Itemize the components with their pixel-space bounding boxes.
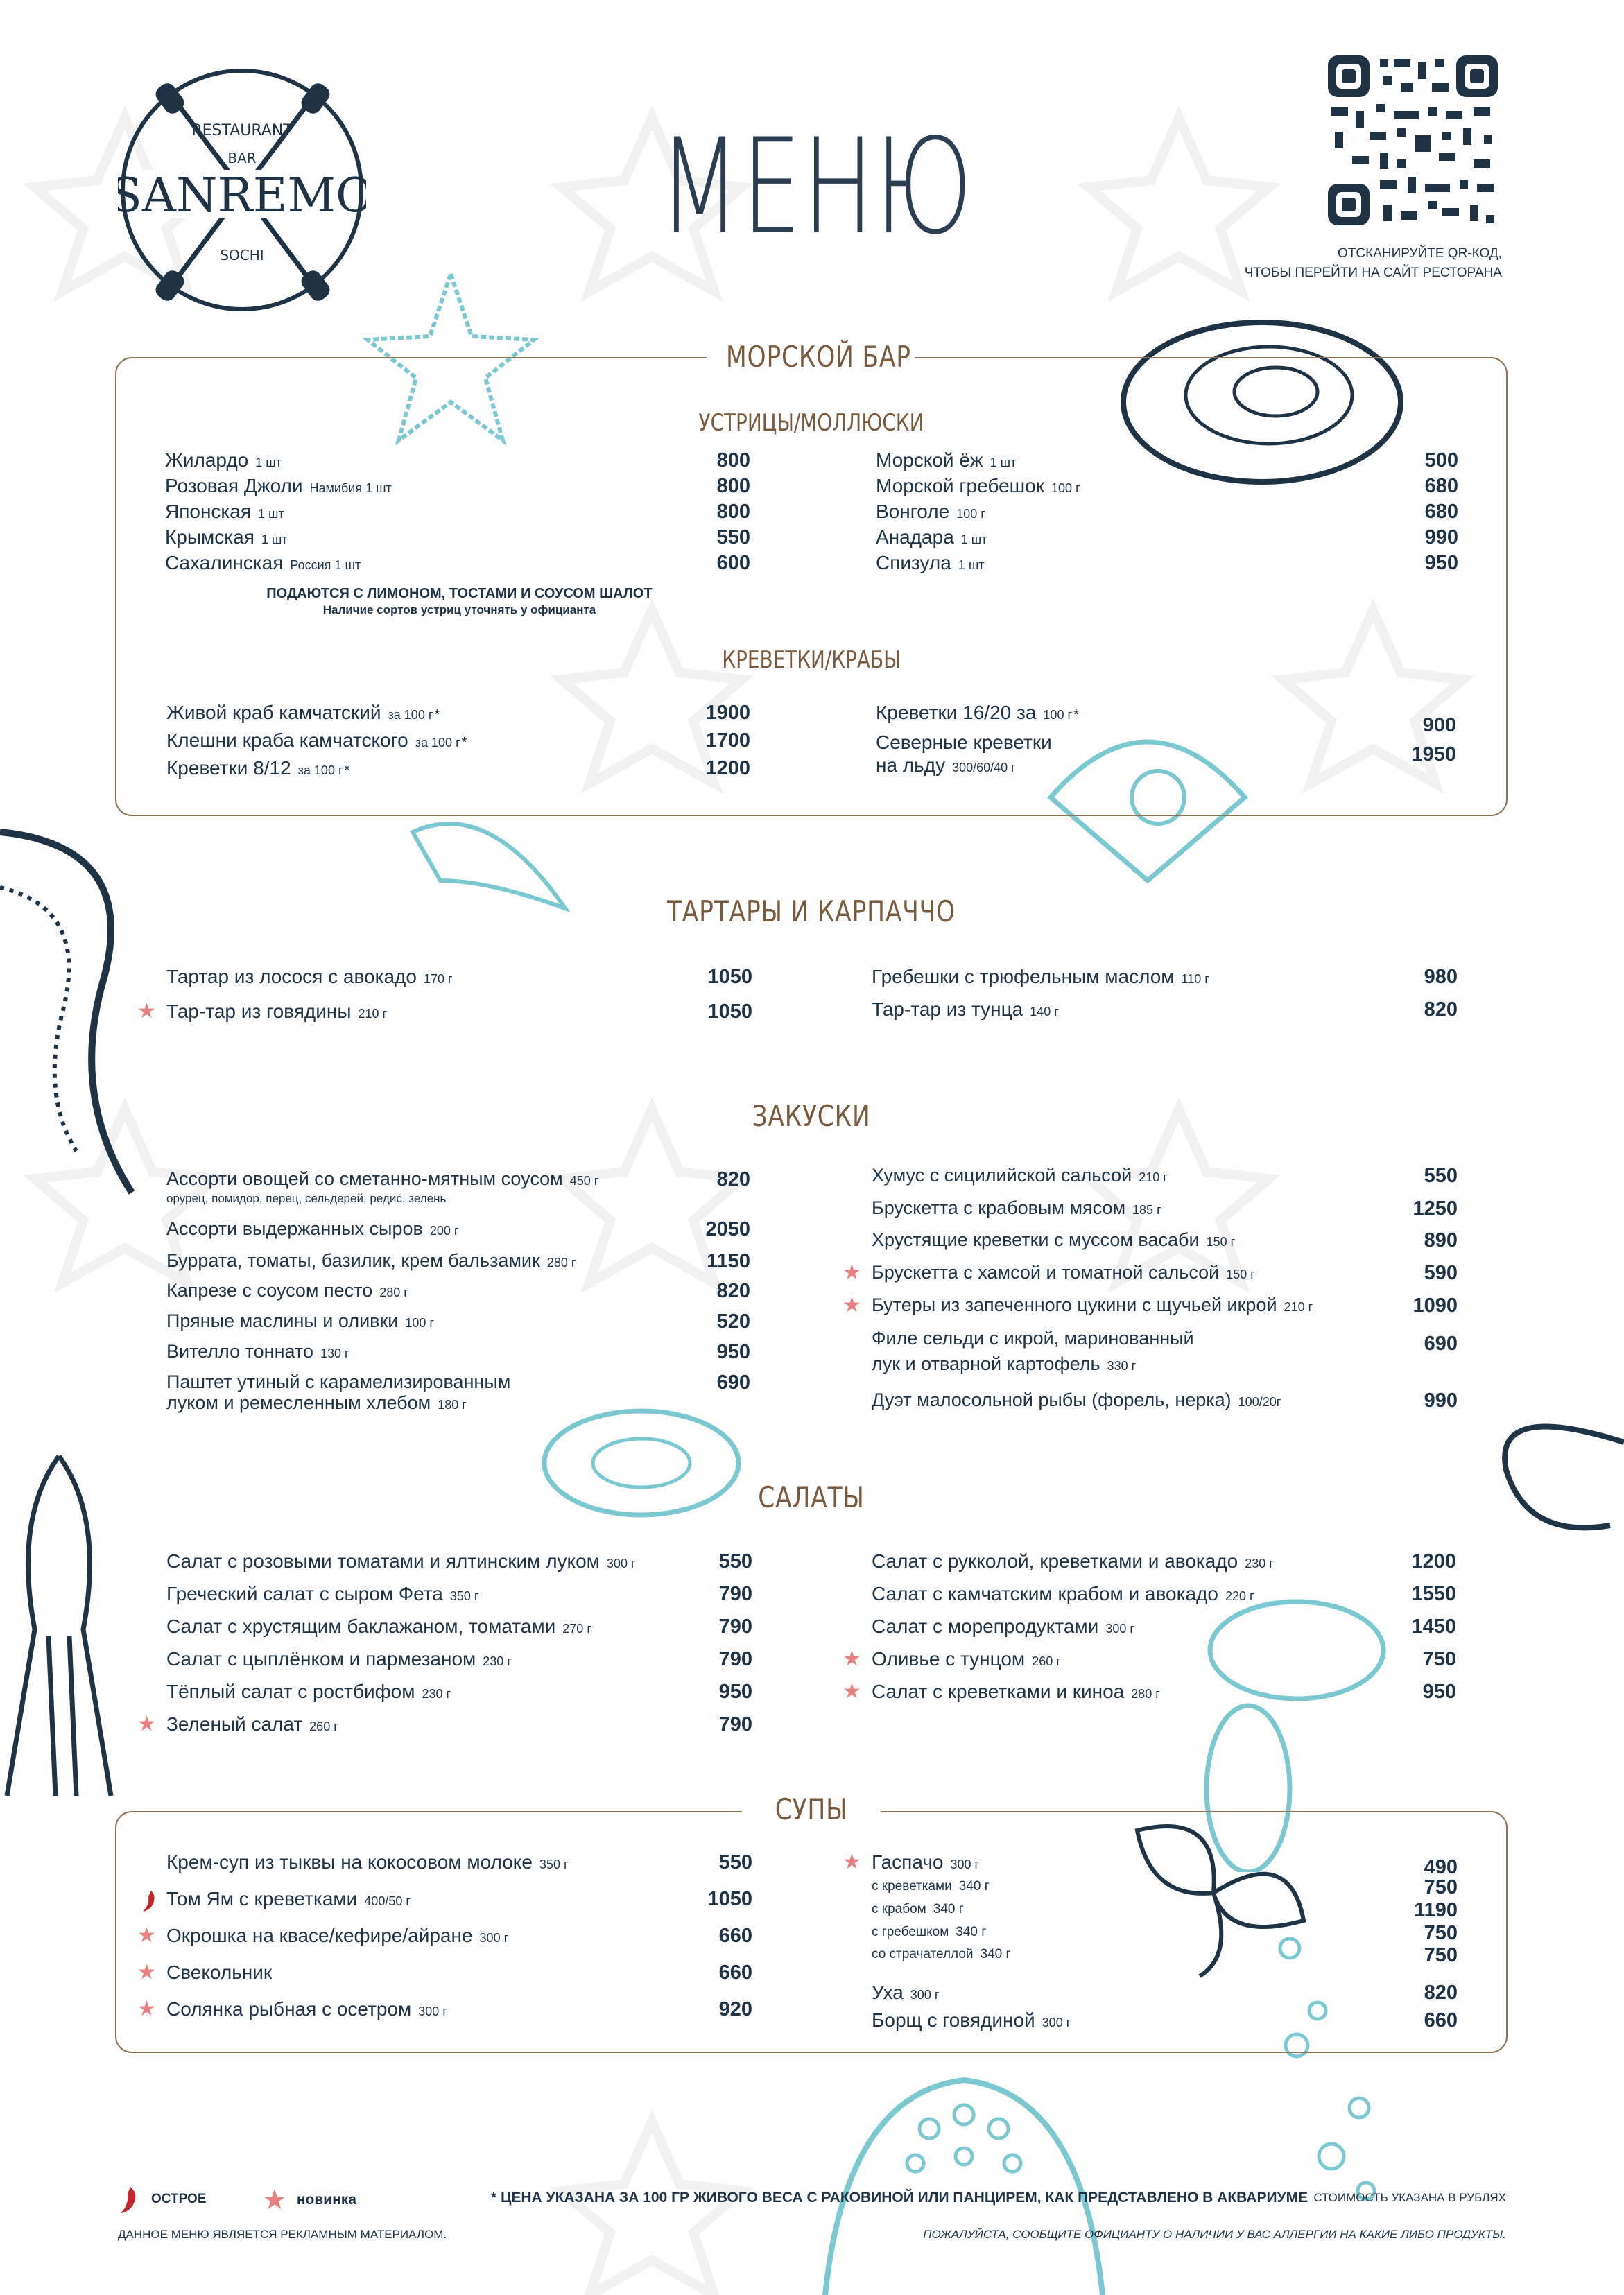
menu-item-name: Салат с креветками и киноа [872, 1681, 1125, 1702]
menu-item-name: Сахалинская [165, 552, 284, 573]
menu-item-weight: 110 г [1181, 972, 1209, 986]
menu-item-name-line-2 [876, 754, 1016, 777]
menu-item-weight: 210 г [1284, 1300, 1313, 1314]
menu-item-price: 890 [1424, 1229, 1458, 1252]
svg-text:RESTAURANT: RESTAURANT [191, 122, 293, 139]
menu-item-weight: 350 г [449, 1589, 479, 1603]
section-title-tartare: ТАРТАРЫ И КАРПАЧЧО [666, 894, 956, 928]
menu-item-name: Вонголе [876, 501, 950, 522]
qr-caption [1245, 244, 1502, 283]
menu-item-name: Борщ с говядиной [872, 2009, 1035, 2031]
menu-item [876, 526, 987, 548]
menu-item-weight: 100 г [956, 507, 985, 521]
menu-item-name: Брускетта с хамсой и томатной сальсой [872, 1262, 1220, 1283]
legend-new [262, 2184, 356, 2216]
menu-item [872, 1902, 964, 1917]
section-title-snacks: ЗАКУСКИ [752, 1099, 871, 1133]
menu-item [872, 1328, 1194, 1349]
menu-item [876, 501, 985, 523]
menu-item-weight: 340 г [958, 1879, 990, 1894]
menu-item-name: Солянка рыбная с осетром [166, 1998, 412, 2020]
menu-item [876, 702, 1079, 724]
menu-item-weight: 300 г [418, 2004, 447, 2018]
menu-item-price: 1450 [1411, 1616, 1456, 1638]
menu-item-name: Филе сельди с икрой, маринованный [872, 1328, 1194, 1349]
menu-item-name: Хумус с сицилийской сальсой [872, 1165, 1132, 1186]
menu-item-weight: Россия 1 шт [290, 558, 361, 572]
menu-item-price: 2050 [705, 1218, 750, 1240]
vegetables-note: орурец, помидор, перец, сельдерей, редис, зелень [166, 1192, 447, 1205]
menu-item [872, 1389, 1281, 1411]
new-star-icon: ★ [137, 1924, 156, 1947]
octopus-bottom-illustration-icon [791, 2066, 1137, 2295]
menu-item-price: 550 [716, 526, 750, 548]
menu-item-name: Салат с розовыми томатами и ялтинским луком [166, 1550, 600, 1572]
menu-item-name: Салат с морепродуктами [872, 1616, 1099, 1637]
menu-item-weight: 180 г [438, 1398, 467, 1412]
menu-item [872, 1982, 939, 2004]
menu-item [876, 552, 985, 574]
menu-item-price: 1200 [705, 757, 750, 779]
menu-item [876, 449, 1016, 471]
pate-line-2 [166, 1392, 467, 1414]
menu-item [872, 1851, 979, 1873]
chili-pepper-icon [141, 1889, 158, 1913]
menu-item-name: со страчателлой [872, 1947, 974, 1961]
menu-item-name: Хрустящие креветки с муссом васаби [872, 1229, 1200, 1250]
menu-item-price: 550 [1424, 1165, 1458, 1187]
menu-item-weight: 210 г [358, 1007, 388, 1021]
oysters-availability-note: Наличие сортов устриц уточнять у официанта [322, 603, 596, 616]
menu-item-price: 790 [718, 1616, 752, 1638]
menu-item-name: Оливье с тунцом [872, 1648, 1026, 1670]
menu-item [166, 757, 349, 779]
legend-new-label: новинка [296, 2192, 357, 2208]
legend-spicy-label: ОСТРОЕ [151, 2192, 207, 2206]
menu-item-name: Анадара [876, 526, 954, 548]
menu-item [872, 966, 1209, 988]
new-star-icon: ★ [137, 1998, 156, 2020]
new-star-icon: ★ [843, 1294, 861, 1317]
menu-item-price: 1050 [707, 1888, 752, 1910]
menu-item-weight: 400/50 г [364, 1894, 411, 1908]
menu-item-price: 690 [716, 1371, 750, 1394]
menu-item-weight: 300 г [606, 1557, 636, 1570]
subsection-title-oysters: УСТРИЦЫ/МОЛЛЮСКИ [698, 409, 924, 437]
menu-item-price: 950 [716, 1341, 750, 1363]
menu-item-weight: 100/20г [1238, 1395, 1281, 1409]
qr-code[interactable] [1328, 55, 1498, 225]
menu-item-name: Паштет утиный с карамелизированным [166, 1371, 511, 1392]
menu-item-weight: 1 шт [261, 532, 288, 546]
menu-item-name: Вителло тоннато [166, 1341, 314, 1362]
menu-item [166, 1925, 508, 1947]
menu-item-name: Жилардо [165, 449, 249, 471]
menu-item-price: 800 [716, 475, 750, 497]
qr-code-icon [1328, 55, 1498, 225]
menu-item-price: 990 [1424, 526, 1458, 548]
menu-item [165, 475, 392, 497]
menu-item-name: Креветки 8/12 [166, 757, 291, 779]
menu-item [166, 1713, 338, 1735]
restaurant-logo [118, 66, 366, 314]
menu-item-weight: 1 шт [958, 558, 985, 572]
new-star-icon: ★ [843, 1851, 861, 1873]
menu-item-name: Японская [165, 501, 252, 522]
menu-item-weight: 340 г [980, 1947, 1011, 1961]
menu-item-name: Салат с цыплёнком и пармезаном [166, 1648, 476, 1670]
menu-item [166, 966, 453, 988]
allergy-note: ПОЖАЛУЙСТА, СООБЩИТЕ ОФИЦИАНТУ О НАЛИЧИИ У ВАС АЛЛЕРГИИ НА КАКИЕ ЛИБО ПРОДУКТЫ. [923, 2228, 1506, 2241]
menu-item-weight: 300 г [1105, 1622, 1134, 1636]
menu-item [872, 1947, 1010, 1962]
menu-item [872, 1165, 1168, 1186]
menu-item-weight: 100 г [1043, 708, 1073, 722]
herring-line-2 [872, 1353, 1136, 1375]
menu-item-weight: 185 г [1132, 1203, 1161, 1217]
qr-caption-line-1: ОТСКАНИРУЙТЕ QR-КОД, [1338, 246, 1502, 261]
menu-item-name: Уха [872, 1982, 904, 2003]
menu-item-weight: за 100 г [388, 708, 433, 722]
menu-item [165, 501, 284, 523]
menu-item [165, 526, 288, 548]
menu-item-weight: 200 г [429, 1224, 459, 1238]
menu-item [166, 1616, 591, 1638]
menu-item [166, 1371, 510, 1393]
menu-item-name: Северные креветки [876, 731, 1052, 753]
qr-caption-line-2: ЧТОБЫ ПЕРЕЙТИ НА САЙТ РЕСТОРАНА [1244, 266, 1502, 280]
menu-item-asterisk: * [461, 735, 467, 750]
menu-item-price: 1900 [705, 702, 750, 724]
squid-illustration-icon [0, 1449, 118, 1810]
menu-item [166, 1998, 447, 2020]
menu-item-weight: 340 г [956, 1925, 987, 1939]
menu-item [872, 2009, 1071, 2032]
logo-emblem-icon [118, 66, 366, 314]
menu-item-name: Морской ёж [876, 449, 983, 471]
menu-item-name: Свекольник [166, 1961, 273, 1983]
menu-item-weight: 210 г [1139, 1170, 1168, 1184]
subsection-title-crabs: КРЕВЕТКИ/КРАБЫ [722, 646, 901, 674]
octopus-right-illustration-icon [1465, 1387, 1624, 1567]
new-star-icon: ★ [137, 1713, 156, 1735]
menu-item-price: 1550 [1411, 1583, 1456, 1605]
menu-item-name: Брускетта с крабовым мясом [872, 1197, 1126, 1218]
menu-item-price: 1050 [707, 1001, 752, 1023]
menu-item-price: 900 [1422, 714, 1456, 736]
menu-item-name: Том Ям с креветками [166, 1888, 358, 1909]
menu-item-weight: 300 г [1042, 2016, 1071, 2029]
menu-item-price: 1200 [1411, 1550, 1456, 1573]
menu-item-name: Живой краб камчатский [166, 702, 381, 723]
menu-item [872, 1262, 1255, 1283]
section-title-seabar: МОРСКОЙ БАР [726, 340, 911, 374]
svg-text:SOCHI: SOCHI [220, 247, 264, 263]
menu-item [166, 1341, 349, 1362]
menu-item-weight: за 100 г [297, 763, 343, 777]
legend-spicy [118, 2184, 207, 2215]
menu-item-price: 750 [1424, 1922, 1458, 1944]
menu-item-price: 790 [718, 1583, 752, 1605]
menu-item [872, 1294, 1313, 1316]
menu-item-weight: 300 г [479, 1931, 509, 1945]
menu-item-price: 950 [1422, 1681, 1456, 1703]
menu-item [872, 1229, 1235, 1251]
menu-item-name: Пряные маслины и оливки [166, 1310, 399, 1331]
menu-item-price: 500 [1424, 449, 1458, 471]
octopus-tentacle-illustration-icon [0, 804, 159, 1220]
menu-item [872, 1550, 1274, 1573]
menu-item-price: 600 [716, 552, 750, 574]
menu-item [872, 1879, 990, 1894]
menu-item-weight: 170 г [423, 972, 453, 986]
new-star-icon: ★ [843, 1261, 861, 1284]
menu-item-name: Тёплый салат с ростбифом [166, 1681, 415, 1702]
menu-item-name: лук и отварной картофель [872, 1353, 1100, 1374]
menu-item-name: Салат с камчатским крабом и авокадо [872, 1583, 1218, 1604]
menu-item-name: Клешни краба камчатского [166, 729, 408, 751]
menu-item-price: 1700 [705, 729, 750, 752]
menu-item [166, 1681, 451, 1703]
menu-item-price: 1050 [707, 966, 752, 988]
menu-item [872, 1681, 1160, 1703]
menu-item [166, 1851, 569, 1873]
section-title-soups: СУПЫ [775, 1792, 848, 1826]
menu-item-price: 990 [1424, 1389, 1458, 1412]
menu-item-weight: 150 г [1206, 1235, 1236, 1249]
menu-item-name: Ассорти выдержанных сыров [166, 1218, 423, 1239]
oysters-served-note: ПОДАЮТСЯ С ЛИМОНОМ, ТОСТАМИ И СОУСОМ ШАЛОТ [266, 586, 653, 601]
menu-item-weight: 350 г [539, 1857, 569, 1871]
menu-item-weight: 150 г [1226, 1267, 1255, 1281]
menu-item [166, 1583, 478, 1605]
menu-item [165, 449, 282, 471]
menu-item [166, 1961, 272, 1984]
menu-item [876, 475, 1080, 497]
menu-item-name: Морской гребешок [876, 475, 1044, 496]
menu-item-asterisk: * [1073, 707, 1079, 722]
menu-item-price: 750 [1424, 1876, 1458, 1898]
menu-item-weight: 300 г [910, 1988, 940, 2002]
menu-item-price: 800 [716, 449, 750, 471]
menu-item-weight: 280 г [1131, 1687, 1160, 1701]
menu-item-price: 490 [1424, 1856, 1458, 1878]
menu-item-name: Крем-суп из тыквы на кокосовом молоке [166, 1851, 533, 1873]
menu-item-name: с креветками [872, 1879, 952, 1894]
menu-item-price: 950 [1424, 552, 1458, 574]
menu-item [872, 1583, 1254, 1605]
menu-item-name: Креветки 16/20 за [876, 702, 1037, 723]
menu-item-price: 590 [1424, 1262, 1458, 1284]
menu-item-name: Розовая Джоли [165, 475, 303, 496]
menu-item [872, 1616, 1134, 1638]
menu-item-weight: 140 г [1030, 1005, 1059, 1019]
menu-item [876, 731, 1052, 754]
menu-item [872, 1197, 1161, 1219]
menu-item-price: 820 [716, 1280, 750, 1302]
menu-item-price: 980 [1424, 966, 1458, 988]
menu-item-price: 1950 [1411, 743, 1456, 765]
menu-item-weight: 1 шт [990, 456, 1017, 469]
menu-item-name: Греческий салат с сыром Фета [166, 1583, 443, 1604]
menu-item [872, 998, 1059, 1021]
menu-item-name: Гребешки с трюфельным маслом [872, 966, 1175, 987]
section-title-salads: САЛАТЫ [758, 1480, 865, 1514]
menu-item-weight: 450 г [569, 1174, 599, 1188]
menu-item-weight: 340 г [933, 1902, 964, 1916]
menu-item-price: 750 [1424, 1944, 1458, 1966]
menu-item-price: 820 [1424, 998, 1458, 1021]
menu-item-name: Дуэт малосольной рыбы (форель, нерка) [872, 1389, 1232, 1410]
menu-item-price: 550 [718, 1851, 752, 1873]
menu-item-name: Капрезе с соусом песто [166, 1280, 373, 1301]
chili-pepper-icon [118, 2184, 141, 2215]
menu-item [166, 1280, 408, 1301]
menu-item-weight: 100 г [405, 1316, 434, 1330]
menu-item-weight: 230 г [422, 1687, 451, 1701]
menu-item-weight: 230 г [1245, 1557, 1274, 1570]
menu-item-price: 790 [718, 1648, 752, 1670]
menu-item-name: Крымская [165, 526, 254, 548]
menu-item-name: Бутеры из запеченного цукини с щучьей икрой [872, 1294, 1277, 1315]
menu-item-price: 520 [716, 1310, 750, 1333]
menu-item-price: 550 [718, 1550, 752, 1573]
menu-item-weight: Намибия 1 шт [309, 481, 392, 495]
menu-item [166, 1648, 512, 1670]
menu-item [166, 1168, 598, 1190]
menu-item-name: Зеленый салат [166, 1713, 303, 1735]
menu-item [872, 1648, 1061, 1670]
menu-item [166, 1001, 387, 1023]
menu-item-weight: 1 шт [255, 456, 282, 469]
menu-item-price: 950 [718, 1681, 752, 1703]
menu-item-price: 660 [1424, 2009, 1458, 2032]
menu-item-weight: 260 г [309, 1720, 338, 1733]
menu-item-name: луком и ремесленным хлебом [166, 1392, 431, 1413]
menu-item-asterisk: * [344, 763, 350, 778]
menu-item-weight: 280 г [546, 1256, 576, 1270]
menu-item-weight: 300 г [950, 1857, 980, 1871]
menu-item [166, 1888, 411, 1910]
menu-item-price: 1150 [707, 1250, 750, 1272]
menu-item-price: 690 [1424, 1333, 1458, 1355]
menu-item-name: Тартар из лосося с авокадо [166, 966, 417, 987]
menu-item-weight: 230 г [483, 1654, 512, 1668]
star-icon: ★ [262, 2185, 287, 2215]
menu-item-name: Салат с рукколой, креветками и авокадо [872, 1550, 1238, 1572]
menu-item-price: 920 [718, 1998, 752, 2020]
menu-item-weight: 270 г [562, 1622, 591, 1636]
menu-item-price: 660 [718, 1925, 752, 1947]
menu-item-price: 660 [718, 1961, 752, 1984]
currency-note: СТОИМОСТЬ УКАЗАНА В РУБЛЯХ [1313, 2191, 1506, 2204]
menu-item-name: на льду [876, 754, 946, 776]
menu-item-name: Спизула [876, 552, 951, 573]
svg-text:SANREMO: SANREMO [118, 168, 366, 223]
menu-item-price: 1250 [1413, 1197, 1458, 1220]
menu-item-price: 790 [718, 1713, 752, 1735]
menu-item-weight: за 100 г [415, 736, 460, 750]
menu-item-price: 820 [1424, 1982, 1458, 2004]
live-weight-note: * ЦЕНА УКАЗАНА ЗА 100 ГР ЖИВОГО ВЕСА С РАКОВИНОЙ ИЛИ ПАНЦИРЕМ, КАК ПРЕДСТАВЛЕНО В АКВАРИУМЕ [491, 2190, 1308, 2206]
menu-item [166, 702, 440, 724]
menu-item-price: 680 [1424, 475, 1458, 497]
menu-item-name: Ассорти овощей со сметанно-мятным соусом [166, 1168, 563, 1189]
menu-item [872, 1925, 986, 1940]
menu-item-name: Тар-тар из тунца [872, 998, 1023, 1020]
new-star-icon: ★ [843, 1680, 861, 1703]
page-title: МЕНЮ [659, 110, 974, 263]
menu-item-weight: 260 г [1032, 1654, 1061, 1668]
menu-item-weight: 330 г [1107, 1359, 1137, 1373]
menu-item-name: Окрошка на квасе/кефире/айране [166, 1925, 473, 1946]
menu-item-price: 1190 [1414, 1899, 1458, 1921]
menu-item-price: 820 [716, 1168, 750, 1190]
menu-item-weight: 300/60/40 г [952, 761, 1016, 774]
menu-item-price: 750 [1422, 1648, 1456, 1670]
menu-item-price: 800 [716, 501, 750, 523]
advertising-note: ДАННОЕ МЕНЮ ЯВЛЯЕТСЯ РЕКЛАМНЫМ МАТЕРИАЛОМ. [118, 2228, 447, 2241]
menu-item-name: с гребешком [872, 1925, 949, 1939]
menu-item-weight: 220 г [1225, 1589, 1254, 1603]
new-star-icon: ★ [843, 1647, 861, 1670]
svg-text:BAR: BAR [227, 150, 257, 166]
menu-item-weight: 130 г [320, 1346, 349, 1360]
menu-item [166, 1218, 458, 1240]
menu-item-weight: 280 г [379, 1285, 408, 1299]
menu-item-name: с крабом [872, 1902, 926, 1916]
new-star-icon: ★ [137, 1000, 156, 1023]
menu-item-weight: 100 г [1051, 481, 1080, 495]
menu-item-weight: 1 шт [258, 507, 284, 521]
menu-item [166, 1310, 434, 1332]
menu-item-asterisk: * [434, 707, 440, 722]
shrimp-illustration-icon [399, 804, 579, 922]
menu-item [165, 552, 361, 574]
new-star-icon: ★ [137, 1961, 156, 1984]
menu-item [166, 1550, 636, 1573]
menu-item-name: Тар-тар из говядины [166, 1001, 352, 1022]
menu-item-name: Буррата, томаты, базилик, крем бальзамик [166, 1250, 540, 1271]
menu-item-name: Салат с хрустящим баклажаном, томатами [166, 1616, 556, 1637]
menu-item-name: Гаспачо [872, 1851, 944, 1873]
menu-item [166, 1250, 576, 1272]
menu-item-weight: 1 шт [960, 532, 987, 546]
menu-item-price: 680 [1424, 501, 1458, 523]
menu-item [166, 729, 467, 752]
menu-item-price: 1090 [1413, 1294, 1458, 1317]
